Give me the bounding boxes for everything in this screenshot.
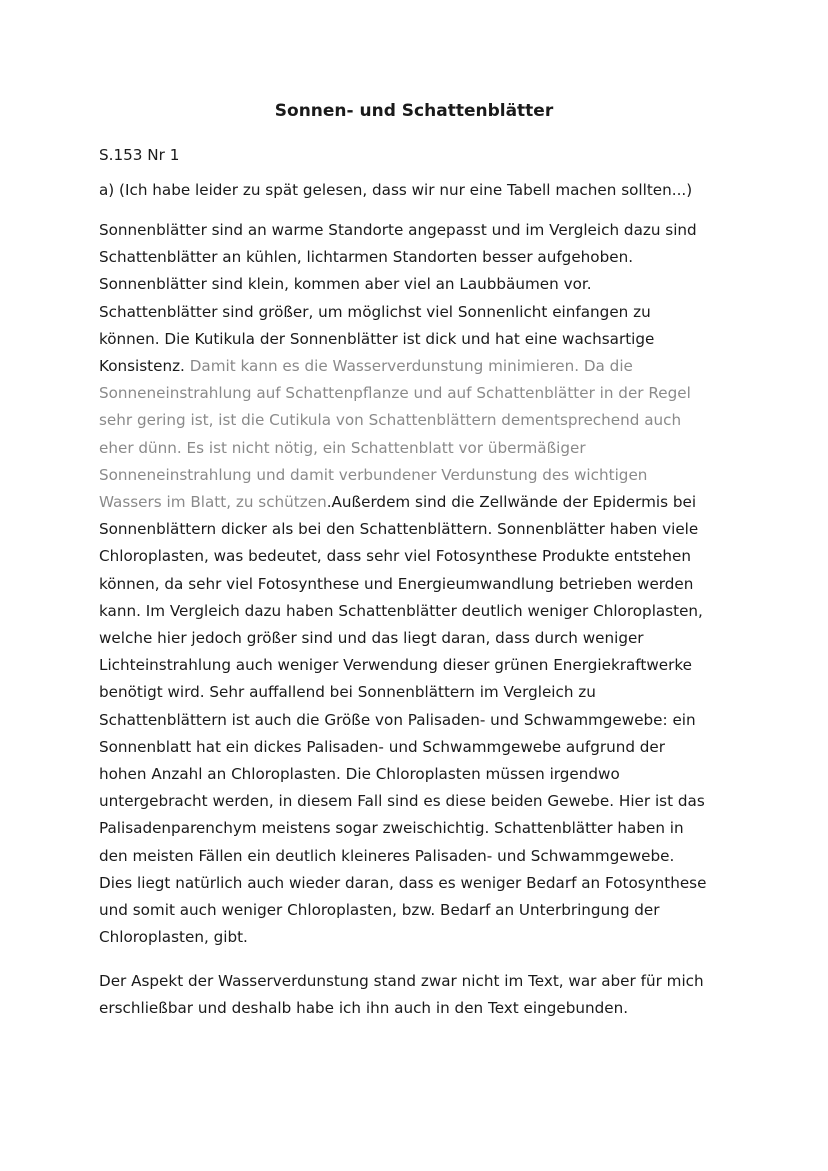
note-line: Der Aspekt der Wasserverdunstung stand zwar nicht im Text, war aber für mich <box>99 972 704 990</box>
text-segment: Sonnenblatt hat ein dickes Palisaden- und Schwammgewebe aufgrund der <box>99 737 666 756</box>
paragraph-line <box>99 815 739 842</box>
text-segment: Konsistenz. <box>99 357 190 376</box>
text-segment: Sonnenblättern dicker als bei den Schattenblättern. Sonnenblätter haben viele <box>99 520 699 539</box>
greyed-text-segment: eher dünn. Es ist nicht nötig, ein Schattenblatt vor übermäßiger <box>99 438 586 457</box>
text-segment: und somit auch weniger Chloroplasten, bzw. Bedarf an Unterbringung der <box>99 901 660 920</box>
paragraph-line <box>99 679 739 706</box>
text-segment: Sonnenblätter sind an warme Standorte angepasst und im Vergleich dazu sind <box>99 221 697 239</box>
text-segment: können, da sehr viel Fotosynthese und Energieumwandlung betrieben werden <box>99 574 694 593</box>
paragraph-line <box>99 326 739 353</box>
closing-note <box>99 968 739 1022</box>
paragraph-line <box>99 244 739 271</box>
text-segment: Schattenblätter sind größer, um möglichst viel Sonnenlicht einfangen zu <box>99 302 651 321</box>
exercise-reference: S.153 Nr 1 <box>99 146 180 164</box>
paragraph-line <box>99 571 739 598</box>
greyed-text-segment: Damit kann es die Wasserverdunstung minimieren. Da die <box>189 357 633 376</box>
paragraph-line <box>99 870 739 897</box>
paragraph-line <box>99 924 739 951</box>
paragraph-line <box>99 217 739 244</box>
paragraph-line <box>99 516 739 543</box>
note-line: erschließbar und deshalb habe ich ihn auch in den Text eingebunden. <box>99 999 629 1018</box>
text-segment: benötigt wird. Sehr auffallend bei Sonnenblättern im Vergleich zu <box>99 683 596 702</box>
greyed-text-segment: sehr gering ist, ist die Cutikula von Schattenblättern dementsprechend auch <box>99 411 682 430</box>
text-segment: Sonnenblätter sind klein, kommen aber viel an Laubbäumen vor. <box>99 275 592 294</box>
text-segment: kann. Im Vergleich dazu haben Schattenblätter deutlich weniger Chloroplasten, <box>99 601 703 620</box>
main-paragraph <box>99 217 739 951</box>
text-segment: Schattenblättern ist auch die Größe von Palisaden- und Schwammgewebe: ein <box>99 710 696 729</box>
paragraph-line <box>99 788 739 815</box>
text-segment: hohen Anzahl an Chloroplasten. Die Chloroplasten müssen irgendwo <box>99 765 620 784</box>
text-segment: welche hier jedoch größer sind und das liegt daran, dass durch weniger <box>99 629 644 648</box>
paragraph-line <box>99 353 739 380</box>
text-segment: Chloroplasten, was bedeutet, dass sehr viel Fotosynthese Produkte entstehen <box>99 547 692 566</box>
page-title: Sonnen- und Schattenblätter <box>274 101 554 121</box>
paragraph-line <box>99 299 739 326</box>
paragraph-line <box>99 598 739 625</box>
text-segment: Lichteinstrahlung auch weniger Verwendung dieser grünen Energiekraftwerke <box>99 656 692 675</box>
paragraph-line <box>99 462 739 489</box>
text-segment: können. Die Kutikula der Sonnenblätter ist dick und hat eine wachsartige <box>99 329 655 348</box>
paragraph-line <box>99 625 739 652</box>
text-segment: Schattenblätter an kühlen, lichtarmen Standorten besser aufgehoben. <box>99 248 634 267</box>
greyed-text-segment: Sonneneinstrahlung auf Schattenpflanze und auf Schattenblätter in der Regel <box>99 384 691 403</box>
paragraph-line <box>99 380 739 407</box>
greyed-text-segment: Sonneneinstrahlung und damit verbundener Verdunstung des wichtigen <box>99 465 648 484</box>
paragraph-line <box>99 435 739 462</box>
paragraph-line <box>99 761 739 788</box>
text-segment: Chloroplasten, gibt. <box>99 928 248 947</box>
paragraph-line <box>99 543 739 570</box>
paragraph-line <box>99 707 739 734</box>
greyed-text-segment: Wassers im Blatt, zu schützen <box>99 493 327 512</box>
paragraph-line <box>99 407 739 434</box>
paragraph-line <box>99 734 739 761</box>
text-segment: untergebracht werden, in diesem Fall sind es diese beiden Gewebe. Hier ist das <box>99 792 705 811</box>
paragraph-line <box>99 489 739 516</box>
paragraph-line <box>99 652 739 679</box>
text-segment: .Außerdem sind die Zellwände der Epidermis bei <box>326 493 697 512</box>
subtask-label: a) (Ich habe leider zu spät gelesen, dass wir nur eine Tabell machen sollten...) <box>99 181 693 199</box>
paragraph-line <box>99 271 739 298</box>
text-segment: Dies liegt natürlich auch wieder daran, dass es weniger Bedarf an Fotosynthese <box>99 873 707 892</box>
paragraph-line <box>99 897 739 924</box>
text-segment: Palisadenparenchym meistens sogar zweischichtig. Schattenblätter haben in <box>99 819 684 838</box>
text-segment: den meisten Fällen ein deutlich kleineres Palisaden- und Schwammgewebe. <box>99 846 675 865</box>
paragraph-line <box>99 843 739 870</box>
